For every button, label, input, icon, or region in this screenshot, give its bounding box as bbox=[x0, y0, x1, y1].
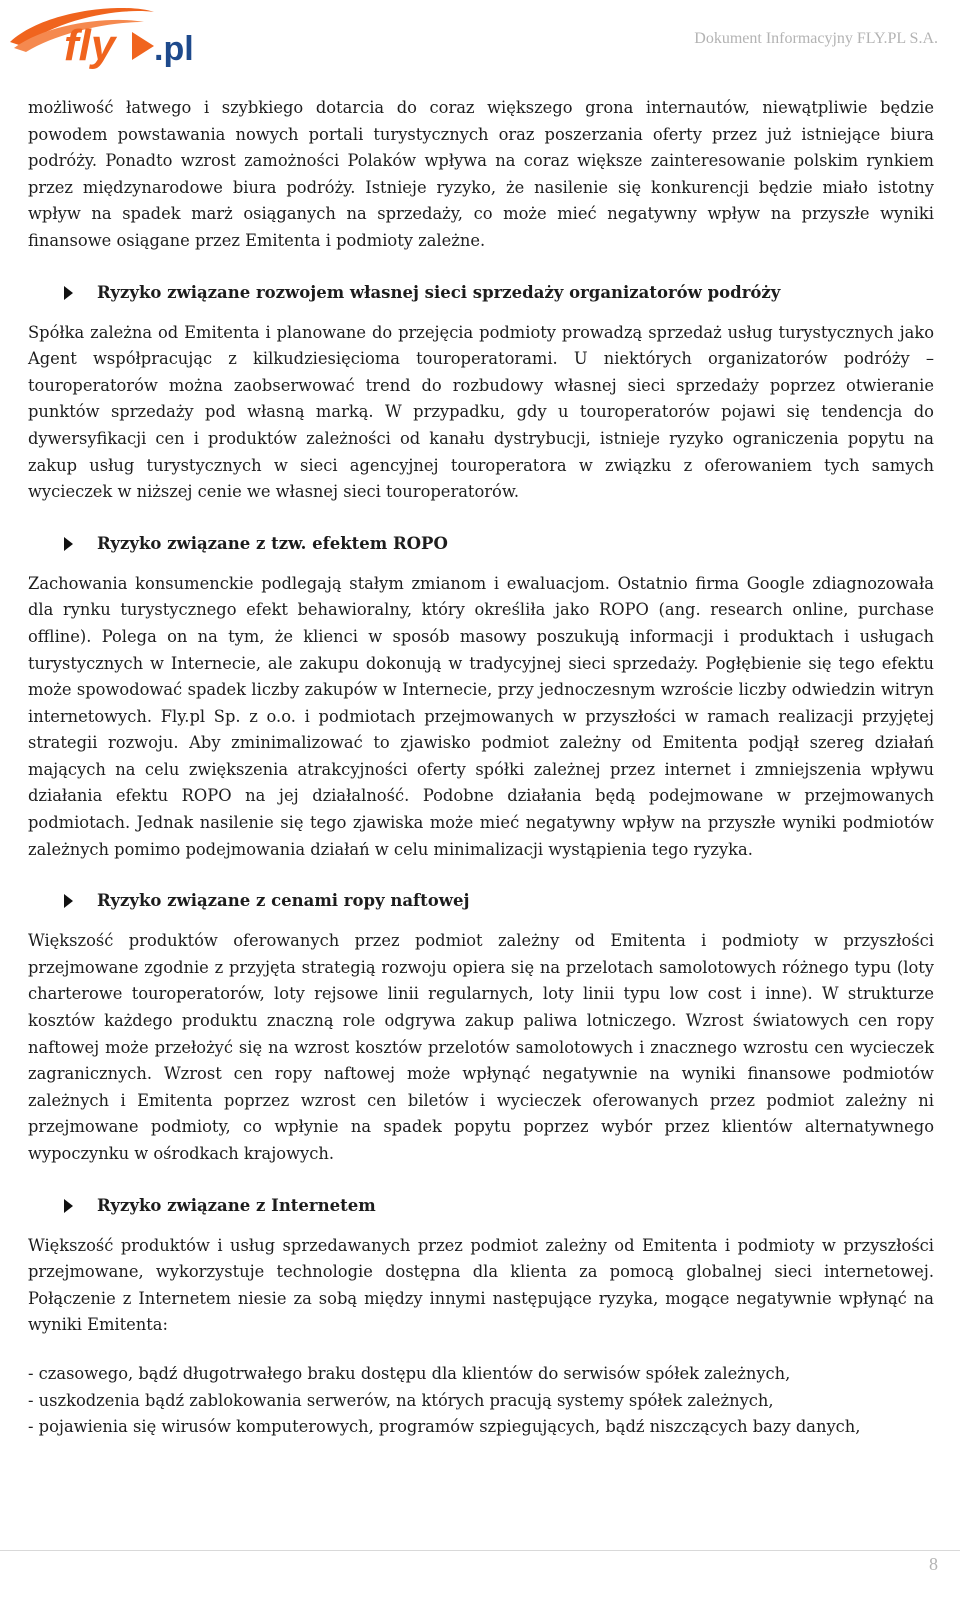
section-heading-internet bbox=[28, 1193, 934, 1219]
section-heading-text: Ryzyko związane z tzw. efektem ROPO bbox=[97, 533, 448, 553]
bullet-triangle-icon bbox=[64, 1199, 73, 1213]
logo-text: fly bbox=[64, 21, 116, 70]
section-heading-text: Ryzyko związane z Internetem bbox=[97, 1195, 376, 1215]
document-body bbox=[28, 95, 934, 1441]
section-heading-sales-network bbox=[28, 280, 934, 306]
fly-pl-logo bbox=[4, 2, 214, 74]
section-paragraph-ropo: Zachowania konsumenckie podlegają stałym zmianom i ewaluacjom. Ostatnio firma Google zdiagnozowała dla rynku turystycznego efekt behawioralny, który określiła jako ROPO (ang. research online, purchase offline). Polega on na tym, że klienci w sposób masowy poszukują informacji i produktach i usługach turystycznych w Internecie, ale zakupu dokonują w tradycyjnej sieci sprzedaży. Pogłębienie się tego efektu może spowodować spadek liczby zakupów w Internecie, przy jednoczesnym wzroście liczby odwiedzin witryn internetowych. Fly.pl Sp. z o.o. i podmiotach przejmowanych w przyszłości w ramach realizacji przyjętej strategii rozwoju. Aby zminimalizować to zjawisko podmiot zależny od Emitenta podjął szereg działań mających na celu zwiększenia atrakcyjności oferty spółki zależnej przez internet i zmniejszenia wpływu działania efektu ROPO na jej działalność. Podobne działania będą podejmowane w przejmowanych podmiotach. Jednak nasilenie się tego zjawiska może mieć negatywny wpływ na przyszłe wyniki podmiotów zależnych pomimo podejmowania działań w celu minimalizacji wystąpienia tego ryzyka. bbox=[28, 573, 934, 859]
list-item: - pojawienia się wirusów komputerowych, programów szpiegujących, bądź niszczących bazy danych, bbox=[28, 1417, 861, 1437]
footer-divider bbox=[0, 1550, 960, 1551]
section-heading-text: Ryzyko związane z cenami ropy naftowej bbox=[97, 891, 470, 911]
section-paragraph-sales-network: Spółka zależna od Emitenta i planowane do przejęcia podmioty prowadzą sprzedaż usług turystycznych jako Agent współpracując z kilkudziesięcioma touroperatorami. U niektórych organizatorów podróży – touroperatorów można zaobserwować trend do rozbudowy własnej sieci sprzedaży poprzez otwieranie punktów sprzedaży pod własną marką. W przypadku, gdy u touroperatorów pojawi się tendencja do dywersyfikacji cen i produktów zależności od kanału dystrybucji, istnieje ryzyko ograniczenia popytu na zakup usług turystycznych w sieci agencyjnej touroperatora w związku z oferowaniem tych samych wycieczek w niższej cenie we własnej sieci touroperatorów. bbox=[28, 322, 934, 502]
section-paragraph-internet: Większość produktów i usług sprzedawanych przez podmiot zależny od Emitenta i podmioty w przyszłości przejmowane, wykorzystuje technologie dostępna dla klienta za pomocą globalnej sieci internetowej. Połączenie z Internetem niesie za sobą między innymi następujące ryzyka, mogące negatywnie wpłynąć na wyniki Emitenta: bbox=[28, 1235, 934, 1335]
section-heading-ropo bbox=[28, 531, 934, 557]
bullet-triangle-icon bbox=[64, 537, 73, 551]
document-title-header: Dokument Informacyjny FLY.PL S.A. bbox=[694, 30, 938, 47]
section-paragraph-oil-prices: Większość produktów oferowanych przez podmiot zależny od Emitenta i podmioty w przyszłości przejmowane zgodnie z przyjęta strategią rozwoju opiera się na przelotach samolotowych różnego typu (loty charterowe touroperatorów, loty rejsowe linii regularnych, loty linii typu low cost i inne). W strukturze kosztów każdego produktu znaczną role odgrywa zakup paliwa lotniczego. Wzrost światowych cen ropy naftowej może przełożyć się na wzrost kosztów przelotów samolotowych i znacznego wzrostu cen wycieczek zagranicznych. Wzrost cen ropy naftowej może wpłynąć negatywnie na wyniki finansowe podmiotów zależnych i Emitenta poprzez wzrost cen biletów i wycieczek oferowanych przez podmiot zależny ni przejmowane podmioty, co wpłynie na spadek popytu poprzez wybór przez klientów alternatywnego wypoczynku w ośrodkach krajowych. bbox=[28, 931, 934, 1163]
section-heading-text: Ryzyko związane rozwojem własnej sieci sprzedaży organizatorów podróży bbox=[97, 282, 781, 302]
section-heading-oil-prices bbox=[28, 888, 934, 914]
page-number: 8 bbox=[929, 1554, 938, 1574]
list-item: - czasowego, bądź długotrwałego braku dostępu dla klientów do serwisów spółek zależnych, bbox=[28, 1363, 791, 1383]
risk-list bbox=[28, 1361, 934, 1441]
intro-paragraph: możliwość łatwego i szybkiego dotarcia do coraz większego grona internautów, niewątpliwie będzie powodem powstawania nowych portali turystycznych oraz poszerzania oferty przez już istniejące biura podróży. Ponadto wzrost zamożności Polaków wpływa na coraz większe zainteresowanie polskim rynkiem przez międzynarodowe biura podróży. Istnieje ryzyko, że nasilenie się konkurencji będzie miało istotny wpływ na spadek marż osiąganych na sprzedaży, co może mieć negatywny wpływ na przyszłe wyniki finansowe osiągane przez Emitenta i podmioty zależne. bbox=[28, 98, 934, 250]
svg-text:.pl: .pl bbox=[154, 30, 194, 68]
bullet-triangle-icon bbox=[64, 894, 73, 908]
bullet-triangle-icon bbox=[64, 286, 73, 300]
list-item: - uszkodzenia bądź zablokowania serwerów, na których pracują systemy spółek zależnych, bbox=[28, 1390, 774, 1410]
